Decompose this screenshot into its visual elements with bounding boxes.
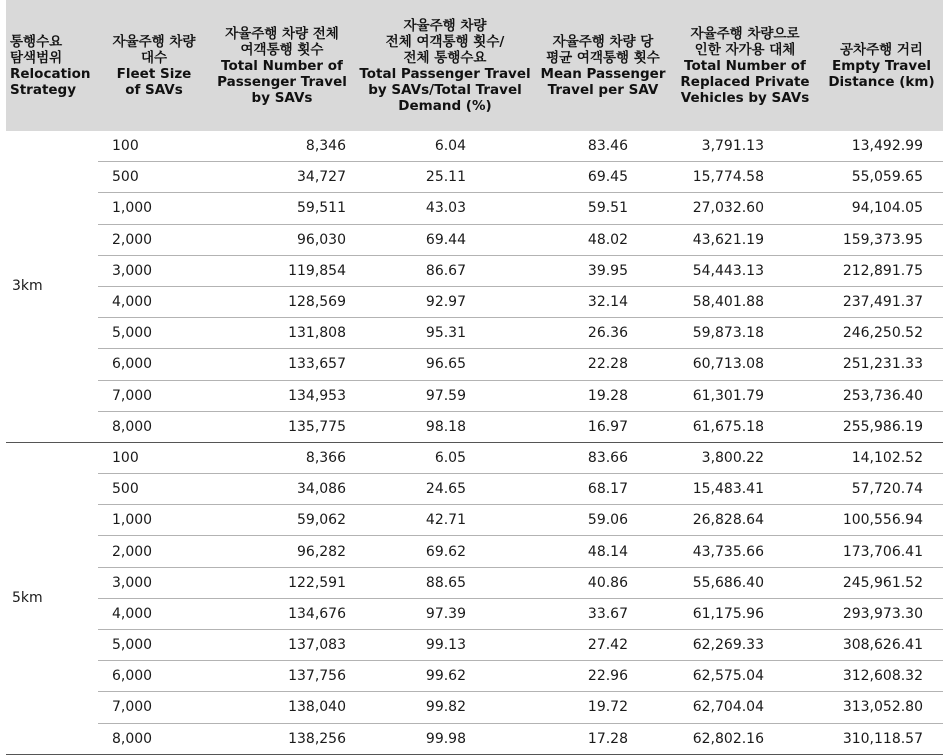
replaced-vehicles-cell: 59,873.18 bbox=[670, 318, 820, 349]
header-line: 자율주행 차량 당 bbox=[552, 33, 654, 50]
replaced-vehicles-cell: 62,704.04 bbox=[670, 692, 820, 723]
header-line: by SAVs bbox=[251, 89, 313, 106]
header-line: Strategy bbox=[10, 81, 77, 98]
mean-passenger-travel-cell: 68.17 bbox=[536, 474, 670, 505]
mean-passenger-travel-cell: 26.36 bbox=[536, 318, 670, 349]
fleet-size-cell: 2,000 bbox=[98, 224, 210, 255]
header-line: Empty Travel bbox=[832, 57, 931, 74]
header-line: 공차주행 거리 bbox=[840, 41, 923, 58]
replaced-vehicles-cell: 43,621.19 bbox=[670, 224, 820, 255]
fleet-size-cell: 100 bbox=[98, 131, 210, 162]
table-row bbox=[6, 286, 943, 317]
total-passenger-travel-cell: 138,040 bbox=[210, 692, 354, 723]
fleet-size-cell: 1,000 bbox=[98, 505, 210, 536]
total-passenger-travel-cell: 131,808 bbox=[210, 318, 354, 349]
fleet-size-cell: 1,000 bbox=[98, 193, 210, 224]
mean-passenger-travel-cell: 19.72 bbox=[536, 692, 670, 723]
table-row bbox=[6, 193, 943, 224]
replaced-vehicles-cell: 61,175.96 bbox=[670, 598, 820, 629]
mean-passenger-travel-cell: 40.86 bbox=[536, 567, 670, 598]
mean-passenger-travel-cell: 59.06 bbox=[536, 505, 670, 536]
header-line: Distance (km) bbox=[828, 73, 935, 90]
mean-passenger-travel-cell: 33.67 bbox=[536, 598, 670, 629]
table-row bbox=[6, 224, 943, 255]
replaced-vehicles-cell: 26,828.64 bbox=[670, 505, 820, 536]
header-line: Passenger Travel bbox=[217, 73, 347, 90]
header-line: 평균 여객통행 횟수 bbox=[546, 49, 660, 66]
table-row bbox=[6, 598, 943, 629]
header-line: of SAVs bbox=[125, 81, 183, 98]
travel-demand-ratio-cell: 97.59 bbox=[354, 380, 536, 411]
empty-travel-distance-cell: 159,373.95 bbox=[820, 224, 943, 255]
travel-demand-ratio-cell: 96.65 bbox=[354, 349, 536, 380]
table-row bbox=[6, 255, 943, 286]
replaced-vehicles-cell: 61,675.18 bbox=[670, 411, 820, 442]
table-row bbox=[6, 474, 943, 505]
mean-passenger-travel-cell: 83.46 bbox=[536, 131, 670, 162]
total-passenger-travel-cell: 134,953 bbox=[210, 380, 354, 411]
replaced-vehicles-cell: 62,802.16 bbox=[670, 723, 820, 754]
travel-demand-ratio-cell: 6.04 bbox=[354, 131, 536, 162]
mean-passenger-travel-cell: 48.14 bbox=[536, 536, 670, 567]
replaced-vehicles-header bbox=[670, 0, 820, 131]
fleet-size-cell: 5,000 bbox=[98, 318, 210, 349]
table-row bbox=[6, 505, 943, 536]
table-row bbox=[6, 661, 943, 692]
header-line: Total Number of bbox=[684, 57, 806, 74]
empty-travel-distance-cell: 57,720.74 bbox=[820, 474, 943, 505]
table-row bbox=[6, 131, 943, 162]
empty-travel-distance-cell: 251,231.33 bbox=[820, 349, 943, 380]
total-passenger-travel-cell: 133,657 bbox=[210, 349, 354, 380]
total-passenger-travel-cell: 8,346 bbox=[210, 131, 354, 162]
header-line: 자율주행 차량 bbox=[403, 17, 487, 34]
fleet-size-cell: 500 bbox=[98, 474, 210, 505]
replaced-vehicles-cell: 60,713.08 bbox=[670, 349, 820, 380]
empty-travel-distance-cell: 14,102.52 bbox=[820, 442, 943, 473]
travel-demand-ratio-cell: 86.67 bbox=[354, 255, 536, 286]
empty-travel-distance-cell: 245,961.52 bbox=[820, 567, 943, 598]
empty-travel-distance-cell: 237,491.37 bbox=[820, 286, 943, 317]
header-line: 전체 통행수요 bbox=[403, 49, 487, 66]
fleet-size-cell: 5,000 bbox=[98, 630, 210, 661]
empty-travel-distance-cell: 310,118.57 bbox=[820, 723, 943, 754]
total-passenger-travel-cell: 119,854 bbox=[210, 255, 354, 286]
table-row bbox=[6, 692, 943, 723]
header-line: 인한 자가용 대체 bbox=[694, 41, 796, 58]
replaced-vehicles-cell: 62,575.04 bbox=[670, 661, 820, 692]
fleet-size-cell: 7,000 bbox=[98, 692, 210, 723]
empty-travel-distance-cell: 94,104.05 bbox=[820, 193, 943, 224]
header-line: 자율주행 차량 전체 bbox=[225, 25, 339, 42]
total-passenger-travel-cell: 134,676 bbox=[210, 598, 354, 629]
mean-passenger-travel-cell: 22.96 bbox=[536, 661, 670, 692]
mean-passenger-travel-cell: 27.42 bbox=[536, 630, 670, 661]
travel-demand-ratio-cell: 99.82 bbox=[354, 692, 536, 723]
header-line: Vehicles by SAVs bbox=[680, 89, 810, 106]
fleet-size-cell: 100 bbox=[98, 442, 210, 473]
total-passenger-travel-cell: 96,282 bbox=[210, 536, 354, 567]
travel-demand-ratio-cell: 43.03 bbox=[354, 193, 536, 224]
replaced-vehicles-cell: 55,686.40 bbox=[670, 567, 820, 598]
header-line: 탐색범위 bbox=[10, 49, 63, 66]
table-body bbox=[6, 131, 943, 754]
fleet-size-cell: 3,000 bbox=[98, 255, 210, 286]
header-line: 여객통행 횟수 bbox=[240, 41, 324, 58]
header-line: by SAVs/Total Travel bbox=[368, 81, 522, 98]
header-line: 자율주행 차량으로 bbox=[690, 25, 800, 42]
relocation-strategy-cell: 3km bbox=[6, 131, 98, 442]
replaced-vehicles-cell: 27,032.60 bbox=[670, 193, 820, 224]
travel-demand-ratio-cell: 92.97 bbox=[354, 286, 536, 317]
fleet-size-cell: 8,000 bbox=[98, 411, 210, 442]
total-passenger-travel-cell: 8,366 bbox=[210, 442, 354, 473]
empty-travel-distance-cell: 212,891.75 bbox=[820, 255, 943, 286]
empty-travel-distance-cell: 55,059.65 bbox=[820, 162, 943, 193]
replaced-vehicles-cell: 58,401.88 bbox=[670, 286, 820, 317]
header-line: Total Passenger Travel bbox=[359, 65, 531, 82]
fleet-size-cell: 4,000 bbox=[98, 286, 210, 317]
header-line: 통행수요 bbox=[10, 33, 63, 50]
header-line: Replaced Private bbox=[680, 73, 810, 90]
table-row bbox=[6, 380, 943, 411]
replaced-vehicles-cell: 3,800.22 bbox=[670, 442, 820, 473]
total-passenger-travel-cell: 96,030 bbox=[210, 224, 354, 255]
header-line: Travel per SAV bbox=[547, 81, 659, 98]
total-passenger-travel-cell: 138,256 bbox=[210, 723, 354, 754]
mean-passenger-travel-cell: 32.14 bbox=[536, 286, 670, 317]
table-row bbox=[6, 411, 943, 442]
empty-travel-distance-cell: 312,608.32 bbox=[820, 661, 943, 692]
fleet-size-cell: 6,000 bbox=[98, 661, 210, 692]
table-row bbox=[6, 318, 943, 349]
mean-passenger-travel-cell: 59.51 bbox=[536, 193, 670, 224]
fleet-size-cell: 3,000 bbox=[98, 567, 210, 598]
table-row bbox=[6, 630, 943, 661]
header-line: 전체 여객통행 횟수/ bbox=[385, 33, 505, 50]
total-passenger-travel-cell: 137,756 bbox=[210, 661, 354, 692]
travel-demand-ratio-cell: 95.31 bbox=[354, 318, 536, 349]
empty-travel-distance-cell: 253,736.40 bbox=[820, 380, 943, 411]
total-passenger-travel-cell: 128,569 bbox=[210, 286, 354, 317]
fleet-size-header bbox=[98, 0, 210, 131]
mean-passenger-travel-cell: 19.28 bbox=[536, 380, 670, 411]
travel-demand-ratio-cell: 99.62 bbox=[354, 661, 536, 692]
total-passenger-travel-cell: 122,591 bbox=[210, 567, 354, 598]
total-passenger-travel-cell: 34,086 bbox=[210, 474, 354, 505]
fleet-size-cell: 2,000 bbox=[98, 536, 210, 567]
mean-passenger-travel-cell: 48.02 bbox=[536, 224, 670, 255]
header-row bbox=[6, 0, 943, 131]
header-line: Total Number of bbox=[221, 57, 343, 74]
mean-passenger-travel-cell: 69.45 bbox=[536, 162, 670, 193]
fleet-size-cell: 6,000 bbox=[98, 349, 210, 380]
mean-passenger-travel-cell: 39.95 bbox=[536, 255, 670, 286]
replaced-vehicles-cell: 15,774.58 bbox=[670, 162, 820, 193]
header-line: Fleet Size bbox=[116, 65, 192, 82]
table-row bbox=[6, 162, 943, 193]
header-line: 대수 bbox=[140, 49, 168, 66]
travel-demand-ratio-cell: 88.65 bbox=[354, 567, 536, 598]
fleet-size-cell: 7,000 bbox=[98, 380, 210, 411]
results-table bbox=[6, 0, 943, 755]
travel-demand-ratio-cell: 98.18 bbox=[354, 411, 536, 442]
empty-travel-distance-cell: 246,250.52 bbox=[820, 318, 943, 349]
mean-passenger-travel-cell: 17.28 bbox=[536, 723, 670, 754]
empty-travel-distance-cell: 255,986.19 bbox=[820, 411, 943, 442]
replaced-vehicles-cell: 62,269.33 bbox=[670, 630, 820, 661]
travel-demand-ratio-cell: 24.65 bbox=[354, 474, 536, 505]
table-row bbox=[6, 536, 943, 567]
travel-demand-ratio-cell: 99.13 bbox=[354, 630, 536, 661]
empty-travel-distance-cell: 308,626.41 bbox=[820, 630, 943, 661]
relocation-strategy-cell: 5km bbox=[6, 442, 98, 754]
travel-demand-ratio-cell: 97.39 bbox=[354, 598, 536, 629]
total-passenger-travel-cell: 59,511 bbox=[210, 193, 354, 224]
total-passenger-travel-cell: 59,062 bbox=[210, 505, 354, 536]
header-line: 자율주행 차량 bbox=[112, 33, 196, 50]
travel-demand-ratio-cell: 69.62 bbox=[354, 536, 536, 567]
empty-travel-distance-cell: 13,492.99 bbox=[820, 131, 943, 162]
mean-passenger-travel-cell: 22.28 bbox=[536, 349, 670, 380]
header-line: Mean Passenger bbox=[540, 65, 666, 82]
empty-travel-distance-cell: 313,052.80 bbox=[820, 692, 943, 723]
replaced-vehicles-cell: 3,791.13 bbox=[670, 131, 820, 162]
mean-passenger-travel-cell: 16.97 bbox=[536, 411, 670, 442]
travel-demand-ratio-cell: 99.98 bbox=[354, 723, 536, 754]
table-row bbox=[6, 349, 943, 380]
replaced-vehicles-cell: 54,443.13 bbox=[670, 255, 820, 286]
fleet-size-cell: 8,000 bbox=[98, 723, 210, 754]
total-passenger-travel-cell: 34,727 bbox=[210, 162, 354, 193]
empty-travel-distance-header bbox=[820, 0, 943, 131]
mean-passenger-travel-cell: 83.66 bbox=[536, 442, 670, 473]
replaced-vehicles-cell: 61,301.79 bbox=[670, 380, 820, 411]
travel-demand-ratio-cell: 6.05 bbox=[354, 442, 536, 473]
fleet-size-cell: 4,000 bbox=[98, 598, 210, 629]
empty-travel-distance-cell: 100,556.94 bbox=[820, 505, 943, 536]
total-passenger-travel-cell: 135,775 bbox=[210, 411, 354, 442]
travel-demand-ratio-cell: 69.44 bbox=[354, 224, 536, 255]
total-passenger-travel-cell: 137,083 bbox=[210, 630, 354, 661]
travel-demand-ratio-header bbox=[354, 0, 536, 131]
table-row bbox=[6, 723, 943, 754]
replaced-vehicles-cell: 15,483.41 bbox=[670, 474, 820, 505]
table-row bbox=[6, 442, 943, 473]
empty-travel-distance-cell: 293,973.30 bbox=[820, 598, 943, 629]
fleet-size-cell: 500 bbox=[98, 162, 210, 193]
table-row bbox=[6, 567, 943, 598]
total-passenger-travel-header bbox=[210, 0, 354, 131]
header-line: Demand (%) bbox=[398, 97, 492, 114]
mean-passenger-travel-header bbox=[536, 0, 670, 131]
empty-travel-distance-cell: 173,706.41 bbox=[820, 536, 943, 567]
relocation-strategy-header bbox=[6, 0, 98, 131]
travel-demand-ratio-cell: 42.71 bbox=[354, 505, 536, 536]
replaced-vehicles-cell: 43,735.66 bbox=[670, 536, 820, 567]
header-line: Relocation bbox=[10, 65, 91, 82]
travel-demand-ratio-cell: 25.11 bbox=[354, 162, 536, 193]
